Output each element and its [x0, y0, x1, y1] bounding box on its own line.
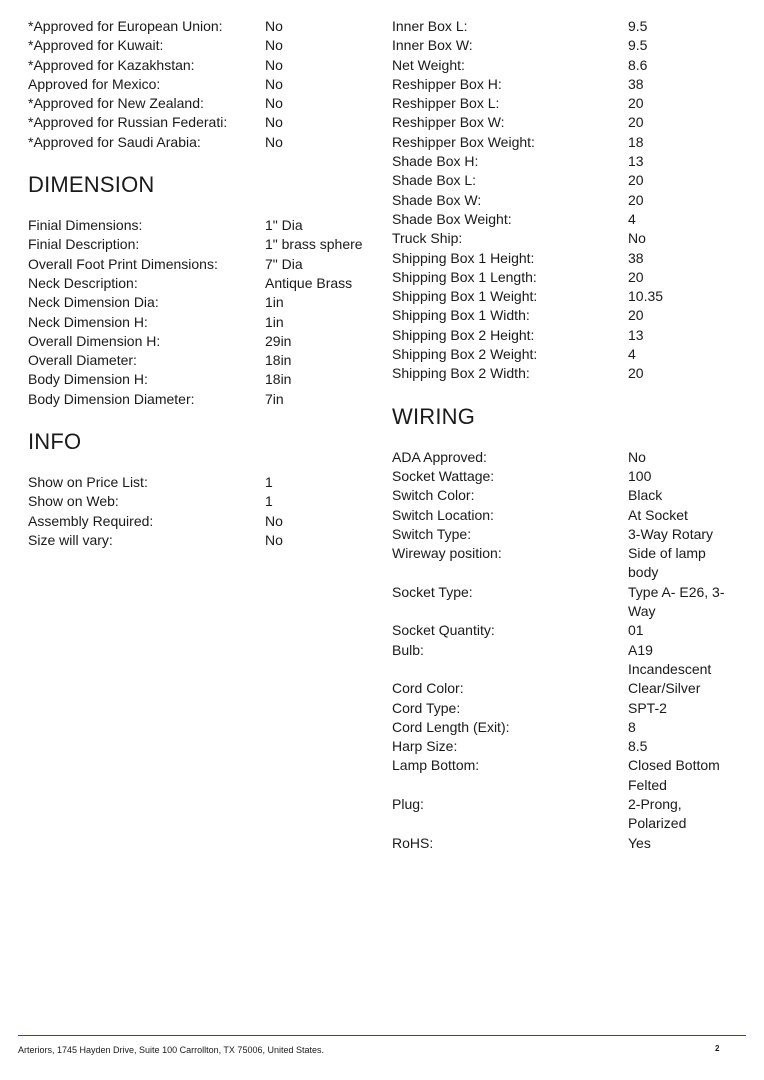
spec-label: Neck Dimension Dia:	[28, 294, 159, 311]
dimension-heading: DIMENSION	[28, 172, 155, 198]
spec-label: Body Dimension H:	[28, 371, 148, 388]
spec-value: SPT-2	[628, 699, 667, 716]
spec-label: Switch Location:	[392, 506, 494, 523]
spec-label: Inner Box L:	[392, 18, 468, 34]
spec-label: Plug:	[392, 795, 424, 812]
approvals-list	[28, 17, 380, 152]
spec-row	[392, 364, 737, 383]
spec-value: Black	[628, 487, 663, 504]
spec-value: 8.5	[628, 738, 648, 755]
spec-value: Yes	[628, 834, 651, 851]
spec-value: Clear/Silver	[628, 680, 701, 697]
spec-row	[392, 525, 737, 544]
spec-row	[392, 36, 737, 55]
spec-value: 20	[628, 268, 644, 285]
spec-row	[28, 36, 380, 55]
spec-label: RoHS:	[392, 834, 434, 851]
spec-label: Shipping Box 1 Width:	[392, 307, 530, 324]
spec-value: 18in	[265, 371, 292, 388]
spec-row	[392, 249, 737, 268]
spec-value: 100	[628, 467, 652, 484]
spec-label: Shipping Box 2 Height:	[392, 326, 535, 343]
spec-value: 13	[628, 153, 644, 170]
spec-value: Side of lamp body	[628, 545, 706, 581]
spec-value: No	[265, 114, 283, 131]
spec-value: 1	[265, 493, 273, 510]
spec-label: Overall Dimension H:	[28, 332, 161, 349]
spec-value: 38	[628, 249, 644, 266]
spec-label: Size will vary:	[28, 531, 113, 548]
spec-row	[392, 17, 737, 36]
spec-row	[28, 133, 380, 152]
spec-value: 7" Dia	[265, 255, 303, 272]
spec-row	[28, 390, 380, 409]
spec-value: No	[265, 37, 283, 54]
packaging-list	[392, 17, 737, 384]
spec-label: Finial Description:	[28, 236, 140, 253]
spec-label: Truck Ship:	[392, 230, 463, 247]
wiring-heading: WIRING	[392, 403, 476, 429]
spec-value: 38	[628, 75, 644, 92]
spec-label: Socket Type:	[392, 583, 473, 600]
spec-label: Cord Color:	[392, 680, 464, 697]
spec-row	[28, 255, 380, 274]
footer-divider	[18, 1035, 746, 1036]
spec-row	[392, 56, 737, 75]
spec-label: Reshipper Box L:	[392, 95, 500, 112]
spec-value: 1in	[265, 313, 284, 330]
spec-value: 20	[628, 172, 644, 189]
spec-value: No	[265, 95, 283, 112]
spec-label: *Approved for New Zealand:	[28, 95, 204, 112]
spec-row	[392, 113, 737, 132]
spec-label: *Approved for Russian Federati:	[28, 114, 228, 131]
spec-row	[28, 531, 380, 550]
spec-row	[392, 467, 737, 486]
spec-label: Neck Dimension H:	[28, 313, 148, 330]
spec-label: Switch Type:	[392, 525, 472, 542]
spec-value: Closed Bottom Felted	[628, 757, 720, 793]
spec-label: Inner Box W:	[392, 37, 473, 54]
spec-row	[392, 94, 737, 113]
spec-row	[392, 718, 737, 737]
spec-row	[28, 216, 380, 235]
spec-row	[392, 268, 737, 287]
spec-label: Finial Dimensions:	[28, 217, 143, 234]
spec-value: 13	[628, 326, 644, 343]
spec-row	[392, 171, 737, 190]
spec-label: Shipping Box 2 Width:	[392, 365, 530, 382]
spec-row	[28, 94, 380, 113]
wiring-list	[392, 448, 737, 853]
spec-label: Shipping Box 2 Weight:	[392, 346, 538, 363]
info-list	[28, 473, 380, 550]
spec-value: No	[628, 448, 646, 465]
spec-value: 1in	[265, 294, 284, 311]
spec-value: 20	[628, 114, 644, 131]
spec-row	[392, 75, 737, 94]
spec-label: Shade Box Weight:	[392, 210, 512, 227]
spec-value: No	[265, 56, 283, 73]
spec-row	[28, 75, 380, 94]
spec-row	[28, 492, 380, 511]
spec-value: 10.35	[628, 288, 664, 305]
spec-value: Antique Brass	[265, 274, 353, 291]
spec-value: Type A- E26, 3-Way	[628, 583, 725, 620]
spec-row	[392, 486, 737, 505]
spec-label: Wireway position:	[392, 545, 502, 562]
spec-label: Harp Size:	[392, 738, 458, 755]
spec-label: Overall Foot Print Dimensions:	[28, 255, 218, 272]
spec-value: 1	[265, 474, 273, 491]
spec-label: Cord Length (Exit):	[392, 718, 510, 735]
spec-value: No	[265, 531, 283, 548]
spec-label: Cord Type:	[392, 699, 461, 716]
spec-value: 01	[628, 622, 644, 639]
spec-row	[28, 56, 380, 75]
spec-value: At Socket	[628, 506, 688, 523]
spec-row	[28, 473, 380, 492]
spec-value: 18	[628, 133, 644, 150]
spec-label: Neck Description:	[28, 274, 138, 291]
spec-row	[28, 235, 380, 254]
spec-label: Net Weight:	[392, 56, 465, 73]
spec-row	[28, 512, 380, 531]
spec-row	[28, 370, 380, 389]
spec-row	[28, 332, 380, 351]
spec-label: *Approved for Kazakhstan:	[28, 56, 195, 73]
spec-row	[392, 756, 737, 795]
spec-label: *Approved for Saudi Arabia:	[28, 133, 201, 150]
spec-value: No	[265, 133, 283, 150]
spec-row	[392, 229, 737, 248]
spec-label: Reshipper Box Weight:	[392, 133, 535, 150]
spec-label: Show on Web:	[28, 493, 119, 510]
spec-value: 29in	[265, 332, 292, 349]
spec-label: *Approved for Kuwait:	[28, 37, 164, 54]
spec-row	[392, 834, 737, 853]
spec-value: 8	[628, 718, 636, 735]
spec-label: Body Dimension Diameter:	[28, 390, 195, 407]
spec-label: Switch Color:	[392, 487, 475, 504]
spec-value: No	[265, 18, 283, 34]
spec-row	[392, 544, 737, 583]
spec-label: Reshipper Box H:	[392, 75, 502, 92]
spec-row	[392, 621, 737, 640]
spec-row	[392, 641, 737, 680]
spec-value: 1" brass sphere	[265, 236, 363, 253]
spec-value: 7in	[265, 390, 284, 407]
spec-row	[28, 351, 380, 370]
spec-value: 20	[628, 307, 644, 324]
spec-row	[392, 699, 737, 718]
spec-label: Shade Box W:	[392, 191, 482, 208]
spec-label: Shade Box H:	[392, 153, 479, 170]
spec-value: 18in	[265, 352, 292, 369]
spec-row	[392, 583, 737, 622]
spec-value: 4	[628, 346, 636, 363]
spec-value: No	[628, 230, 646, 247]
spec-row	[392, 506, 737, 525]
page-number: 2	[715, 1044, 720, 1053]
spec-row	[392, 287, 737, 306]
spec-value: 2-Prong, Polarized	[628, 795, 687, 832]
spec-label: Shipping Box 1 Weight:	[392, 288, 538, 305]
spec-row	[28, 293, 380, 312]
spec-label: Reshipper Box W:	[392, 114, 505, 131]
spec-row	[392, 306, 737, 325]
spec-value: No	[265, 75, 283, 92]
spec-value: 3-Way Rotary	[628, 525, 714, 542]
spec-label: Socket Wattage:	[392, 467, 495, 484]
left-column	[28, 17, 380, 550]
spec-row	[392, 345, 737, 364]
spec-label: *Approved for European Union:	[28, 18, 223, 34]
spec-label: Approved for Mexico:	[28, 75, 161, 92]
spec-row	[28, 313, 380, 332]
spec-value: A19 Incandescent	[628, 641, 712, 677]
spec-row	[392, 152, 737, 171]
spec-row	[392, 737, 737, 756]
dimension-list	[28, 216, 380, 409]
spec-label: ADA Approved:	[392, 448, 487, 465]
spec-label: Shade Box L:	[392, 172, 477, 189]
spec-value: 20	[628, 191, 644, 208]
spec-value: 9.5	[628, 37, 648, 54]
spec-value: 8.6	[628, 56, 648, 73]
spec-label: Show on Price List:	[28, 474, 148, 491]
spec-label: Shipping Box 1 Length:	[392, 268, 537, 285]
spec-label: Assembly Required:	[28, 512, 154, 529]
spec-row	[28, 274, 380, 293]
spec-value: No	[265, 512, 283, 529]
spec-row	[392, 326, 737, 345]
spec-value: 1" Dia	[265, 217, 303, 234]
spec-row	[392, 795, 737, 834]
spec-label: Shipping Box 1 Height:	[392, 249, 535, 266]
spec-label: Overall Diameter:	[28, 352, 137, 369]
spec-value: 20	[628, 365, 644, 382]
spec-value: 20	[628, 95, 644, 112]
spec-row	[28, 113, 380, 132]
right-column	[392, 17, 737, 853]
spec-row	[392, 191, 737, 210]
spec-value: 9.5	[628, 18, 648, 34]
spec-value: 4	[628, 210, 636, 227]
footer-address: Arteriors, 1745 Hayden Drive, Suite 100 Carrollton, TX 75006, United States.	[18, 1045, 324, 1055]
spec-label: Lamp Bottom:	[392, 757, 480, 774]
spec-label: Socket Quantity:	[392, 622, 495, 639]
info-heading: INFO	[28, 429, 82, 455]
spec-row	[28, 17, 380, 36]
spec-row	[392, 679, 737, 698]
spec-row	[392, 448, 737, 467]
spec-label: Bulb:	[392, 641, 424, 658]
spec-row	[392, 133, 737, 152]
spec-row	[392, 210, 737, 229]
